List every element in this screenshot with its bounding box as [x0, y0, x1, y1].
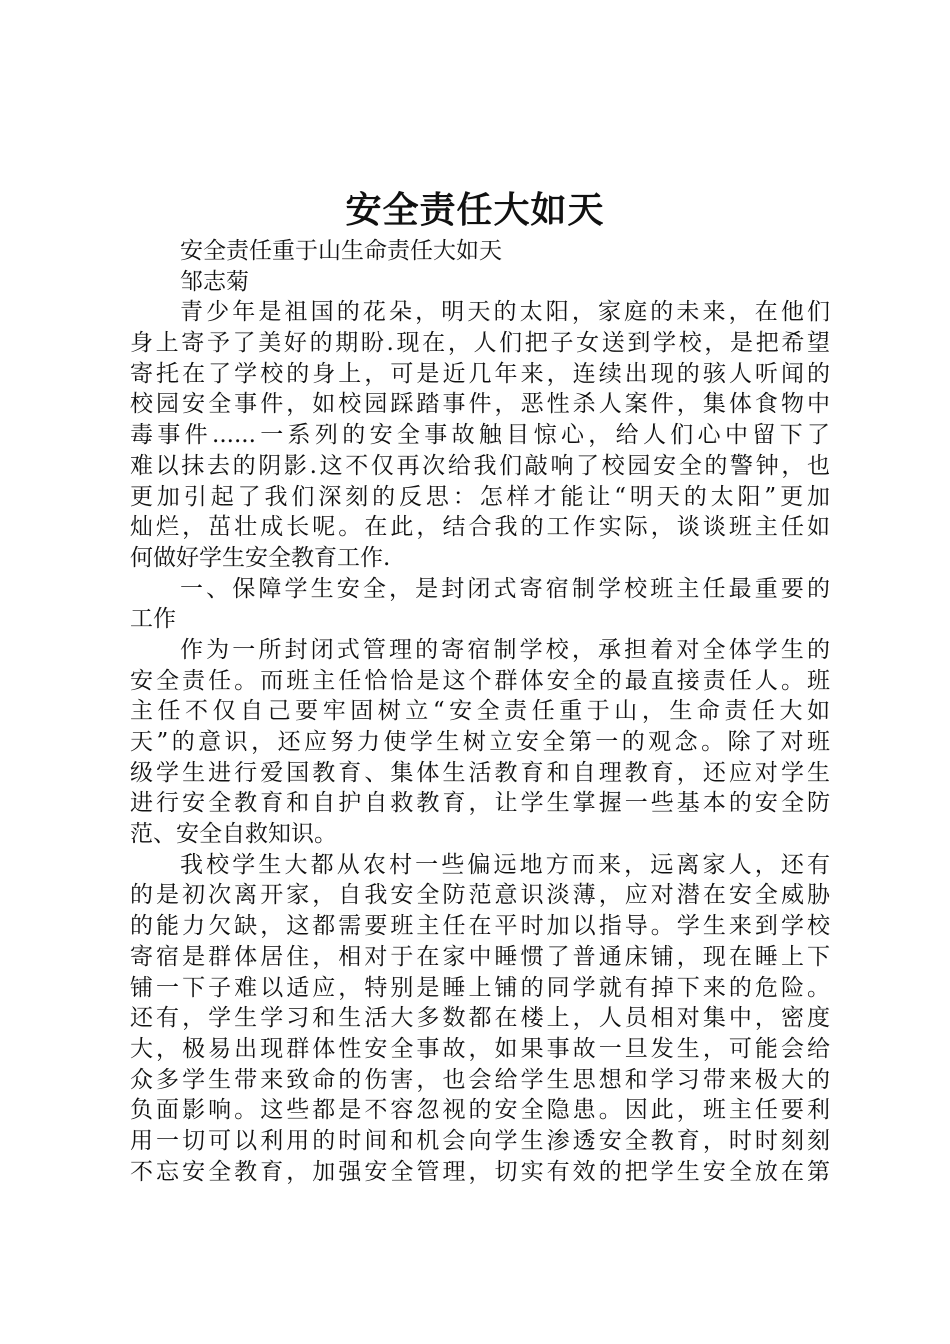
- text-line: 更加引起了我们深刻的反思：怎样才能让“明天的太阳”更加: [130, 483, 830, 510]
- text-line: 的是初次离开家，自我安全防范意识淡薄，应对潜在安全威胁: [130, 882, 830, 909]
- text-line: 负面影响。这些都是不容忽视的安全隐患。因此，班主任要利: [130, 1097, 830, 1124]
- text-line: 天”的意识，还应努力使学生树立安全第一的观念。除了对班: [130, 729, 830, 755]
- text-line: 级学生进行爱国教育、集体生活教育和自理教育，还应对学生: [130, 759, 830, 786]
- text-line: 安全责任。而班主任恰恰是这个群体安全的最直接责任人。班: [130, 667, 830, 694]
- text-line: 邹志菊: [180, 268, 249, 295]
- text-line: 校园安全事件，如校园踩踏事件，恶性杀人案件，集体食物中: [130, 391, 830, 418]
- text-line: 身上寄予了美好的期盼.现在，人们把子女送到学校，是把希望: [130, 330, 830, 357]
- text-line: 青少年是祖国的花朵，明天的太阳，家庭的未来，在他们: [180, 299, 830, 326]
- text-line: 的能力欠缺，这都需要班主任在平时加以指导。学生来到学校: [130, 913, 830, 940]
- text-line: 灿烂，茁壮成长呢。在此，结合我的工作实际，谈谈班主任如: [130, 514, 830, 541]
- text-line: 作为一所封闭式管理的寄宿制学校，承担着对全体学生的: [180, 636, 830, 663]
- text-line: 何做好学生安全教育工作.: [130, 544, 391, 571]
- document-title: 安全责任大如天: [345, 189, 605, 231]
- text-line: 用一切可以利用的时间和机会向学生渗透安全教育，时时刻刻: [130, 1127, 830, 1154]
- text-line: 铺一下子难以适应，特别是睡上铺的同学就有掉下来的危险。: [130, 974, 830, 1001]
- text-line: 难以抹去的阴影.这不仅再次给我们敲响了校园安全的警钟，也: [130, 452, 830, 479]
- text-line: 我校学生大都从农村一些偏远地方而来，远离家人，还有: [180, 851, 830, 878]
- text-line: 毒事件......一系列的安全事故触目惊心，给人们心中留下了: [130, 422, 830, 449]
- text-line: 进行安全教育和自护自救教育，让学生掌握一些基本的安全防: [130, 790, 830, 817]
- text-line: 还有，学生学习和生活大多数都在楼上，人员相对集中，密度: [130, 1005, 830, 1032]
- text-line: 寄托在了学校的身上，可是近几年来，连续出现的骇人听闻的: [130, 360, 830, 387]
- text-line: 大，极易出现群体性安全事故，如果事故一旦发生，可能会给: [130, 1035, 830, 1062]
- document-body: [130, 236, 830, 1187]
- text-line: 范、安全自救知识。: [130, 821, 337, 848]
- text-line: 主任不仅自己要牢固树立“安全责任重于山，生命责任大如: [130, 698, 830, 725]
- text-line: 一、保障学生安全，是封闭式寄宿制学校班主任最重要的: [180, 575, 830, 602]
- text-line: 寄宿是群体居住，相对于在家中睡惯了普通床铺，现在睡上下: [130, 943, 830, 970]
- text-line: 众多学生带来致命的伤害，也会给学生思想和学习带来极大的: [130, 1066, 830, 1093]
- text-line: 工作: [130, 606, 176, 633]
- text-line: 不忘安全教育，加强安全管理，切实有效的把学生安全放在第: [130, 1158, 830, 1185]
- text-line: 安全责任重于山生命责任大如天: [180, 238, 502, 264]
